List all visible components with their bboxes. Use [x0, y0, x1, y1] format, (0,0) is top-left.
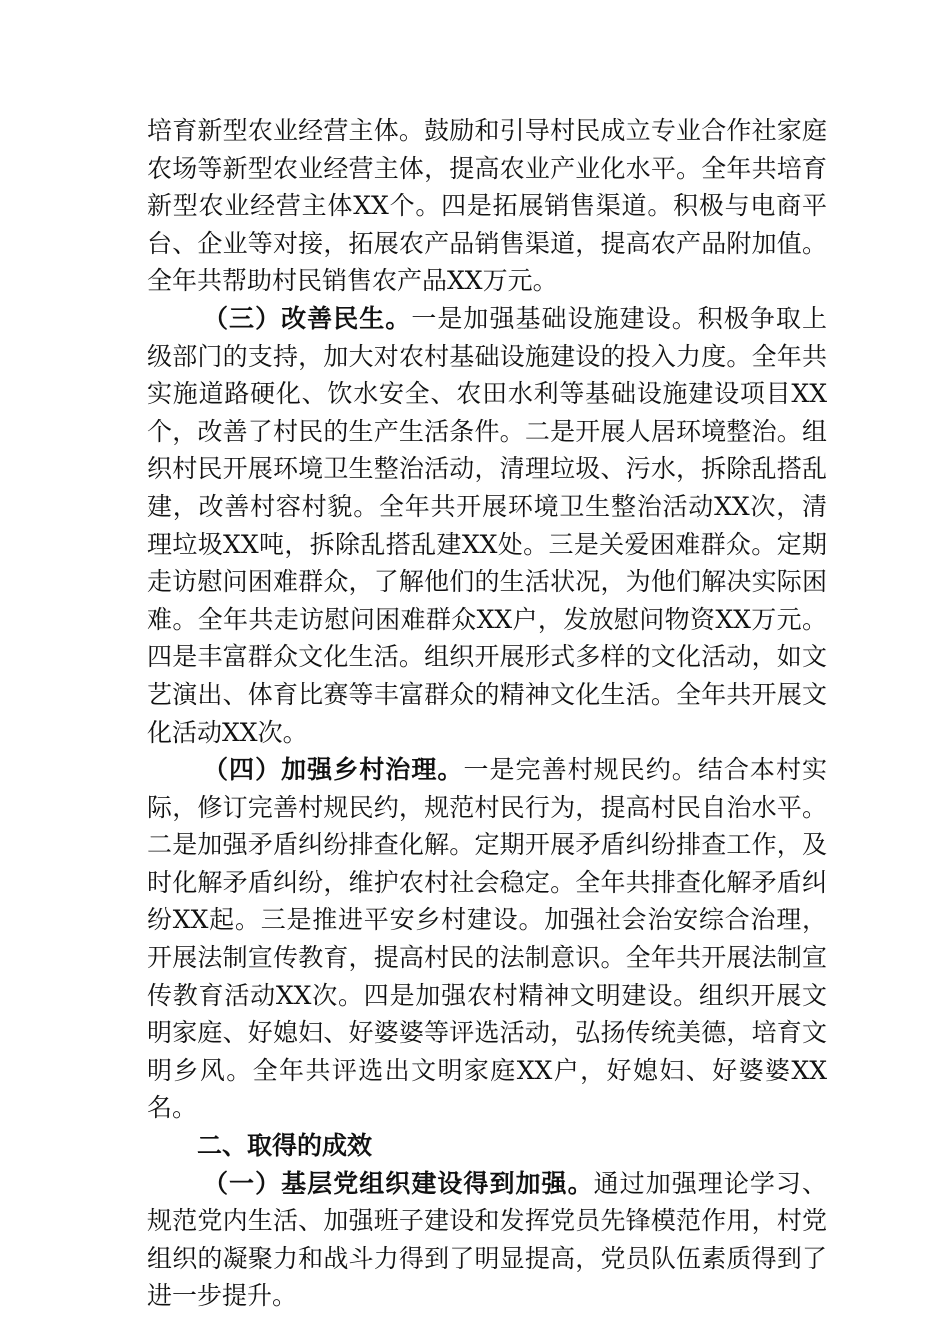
- paragraph-lead: （一）基层党组织建设得到加强。: [203, 1168, 594, 1198]
- paragraph-text: 一是加强基础设施建设。积极争取上级部门的支持，加大对农村基础设施建设的投入力度。全年共实施道路硬化、饮水安全、农田水利等基础设施建设项目XX个，改善了村民的生产生活条件。二是开展人居环境整治。组织村民开展环境卫生整治活动，清理垃圾、污水，拆除乱搭乱建，改善村容村貌。全年共开展环境卫生整治活动XX次，清理垃圾XX吨，拆除乱搭乱建XX处。三是关爱困难群众。定期走访慰问困难群众，了解他们的生活状况，为他们解决实际困难。全年共走访慰问困难群众XX户，发放慰问物资XX万元。四是丰富群众文化生活。组织开展形式多样的文化活动，如文艺演出、体育比赛等丰富群众的精神文化生活。全年共开展文化活动XX次。: [147, 303, 827, 747]
- paragraph-text: 通过加强理论学习、规范党内生活、加强班子建设和发挥党员先锋模范作用，村党组织的凝聚力和战斗力得到了明显提高，党员队伍素质得到了进一步提升。: [147, 1168, 827, 1311]
- paragraph-continuation: [147, 112, 827, 300]
- paragraph-rural-governance: [147, 751, 827, 1127]
- paragraph-lead: （三）改善民生。: [203, 303, 412, 333]
- paragraph-text: 一是完善村规民约。结合本村实际，修订完善村规民约，规范村民行为，提高村民自治水平。二是加强矛盾纠纷排查化解。定期开展矛盾纠纷排查工作，及时化解矛盾纠纷，维护农村社会稳定。全年共排查化解矛盾纠纷XX起。三是推进平安乡村建设。加强社会治安综合治理，开展法制宣传教育，提高村民的法制意识。全年共开展法制宣传教育活动XX次。四是加强农村精神文明建设。组织开展文明家庭、好媳妇、好婆婆等评选活动，弘扬传统美德，培育文明乡风。全年共评选出文明家庭XX户，好媳妇、好婆婆XX名。: [147, 755, 827, 1123]
- section-heading: 二、取得的成效: [197, 1131, 373, 1161]
- paragraph-lead: （四）加强乡村治理。: [203, 755, 464, 785]
- paragraph-improve-livelihood: [147, 300, 827, 751]
- document-body: [147, 112, 827, 1315]
- paragraph-party-organization: [147, 1165, 827, 1315]
- paragraph-text: 培育新型农业经营主体。鼓励和引导村民成立专业合作社家庭农场等新型农业经营主体，提高农业产业化水平。全年共培育新型农业经营主体XX个。四是拓展销售渠道。积极与电商平台、企业等对接，拓展农产品销售渠道，提高农产品附加值。全年共帮助村民销售农产品XX万元。: [147, 116, 827, 296]
